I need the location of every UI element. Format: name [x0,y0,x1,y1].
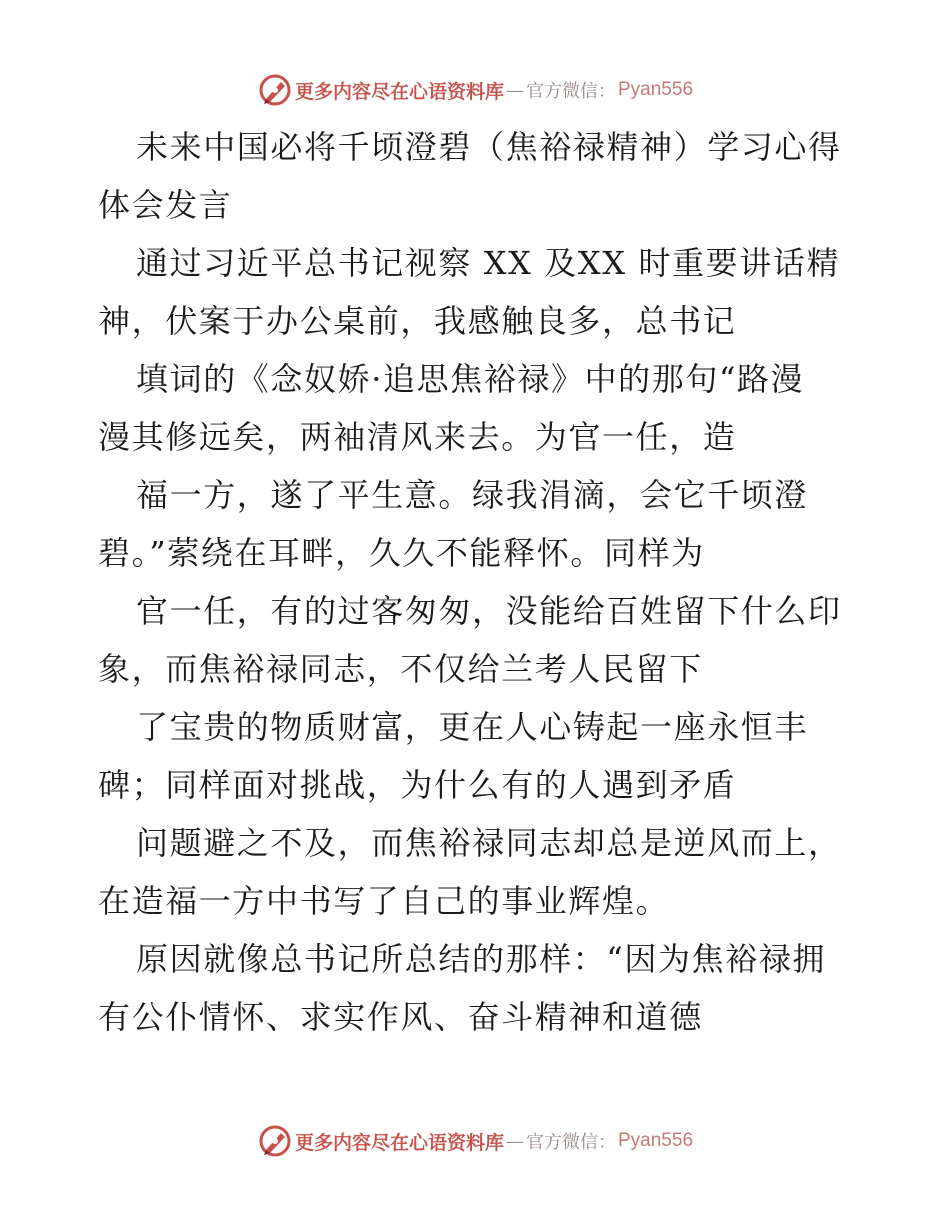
paragraph-line: 在造福一方中书写了自己的事业辉煌。 [98,882,670,920]
watermark-sub-text: 官方微信： [526,1132,616,1153]
watermark-separator: — [506,1130,524,1152]
paragraph-line: 神，伏案于办公桌前，我感触良多，总书记 [98,302,737,340]
document-body [98,118,858,1046]
watermark-sub-text: 官方微信： [526,81,616,102]
footer-watermark [0,1121,950,1161]
paragraph-line: 通过习近平总书记视察 XX 及XX 时重要讲话精 [136,244,841,282]
paragraph-line: 漫其修远矣，两袖清风来去。为官一任，造 [98,418,737,456]
watermark-account-id: Pyan556 [618,79,694,100]
red-pen-logo-icon [257,72,293,108]
watermark-account-id: Pyan556 [618,1130,694,1151]
paragraph-line: 碑；同样面对挑战，为什么有的人遇到矛盾 [98,766,737,804]
paragraph-line: 了宝贵的物质财富，更在人心铸起一座永恒丰 [136,708,809,746]
watermark-main-text: 更多内容尽在心语资料库 [294,1131,504,1154]
paragraph-line: 官一任，有的过客匆匆，没能给百姓留下什么印 [136,592,842,630]
header-watermark [0,70,950,110]
title-line-2: 体会发言 [98,186,233,224]
title-line-1: 未来中国必将千顷澄碧（焦裕禄精神）学习心得 [136,128,842,166]
paragraph-line: 问题避之不及，而焦裕禄同志却总是逆风而上， [136,824,842,862]
paragraph-line: 填词的《念奴娇·追思焦裕禄》中的那句“路漫 [136,360,805,398]
paragraph-line: 象，而焦裕禄同志，不仅给兰考人民留下 [98,650,703,688]
watermark-separator: — [506,79,524,101]
paragraph-line: 碧。”萦绕在耳畔，久久不能释怀。同样为 [98,534,705,572]
red-pen-logo-icon [257,1123,293,1159]
paragraph-line: 福一方，遂了平生意。绿我涓滴，会它千顷澄 [136,476,809,514]
watermark-main-text: 更多内容尽在心语资料库 [294,80,504,103]
paragraph-line: 有公仆情怀、求实作风、奋斗精神和道德 [98,998,703,1036]
paragraph-line: 原因就像总书记所总结的那样：“因为焦裕禄拥 [136,940,826,978]
